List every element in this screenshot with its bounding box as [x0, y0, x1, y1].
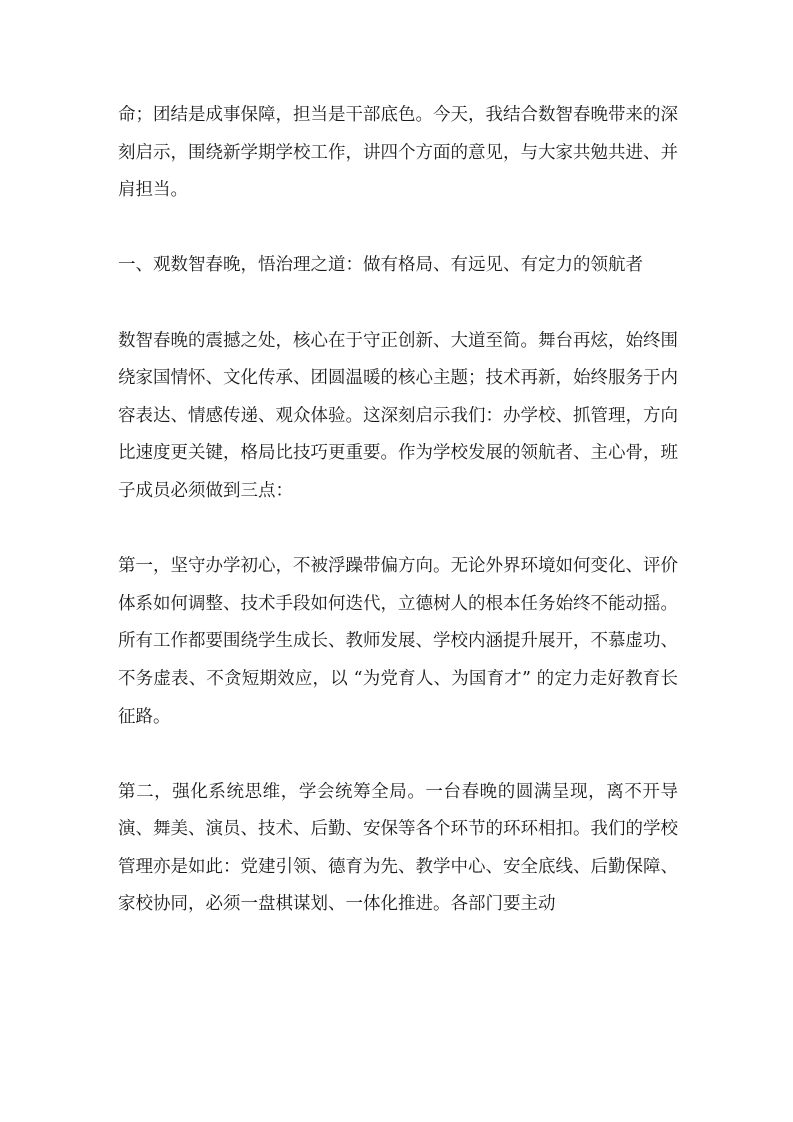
document-body — [118, 97, 678, 962]
section-body-paragraph: 数智春晚的震撼之处，核心在于守正创新、大道至简。舞台再炫，始终围绕家国情怀、文化传承、团圆温暖的核心主题；技术再新，始终服务于内容表达、情感传递、观众体验。这深刻启示我们：办学校、抓管理，方向比速度更关键，格局比技巧更重要。作为学校发展的领航者、主心骨，班子成员必须做到三点： — [118, 330, 678, 501]
section-heading: 一、观数智春晚，悟治理之道：做有格局、有远见、有定力的领航者 — [118, 255, 643, 276]
point-one-paragraph: 第一，坚守办学初心，不被浮躁带偏方向。无论外界环境如何变化、评价体系如何调整、技术手段如何迭代，立德树人的根本任务始终不能动摇。所有工作都要围绕学生成长、教师发展、学校内涵提升展开，不慕虚功、不务虚表、不贪短期效应，以 “为党育人、为国育才” 的定力走好教育长征路。 — [118, 556, 678, 727]
point-two-paragraph: 第二，强化系统思维，学会统筹全局。一台春晚的圆满呈现，离不开导演、舞美、演员、技术、后勤、安保等各个环节的环环相扣。我们的学校管理亦是如此：党建引领、德育为先、教学中心、安全底线、后勤保障、家校协同，必须一盘棋谋划、一体化推进。各部门要主动 — [118, 781, 678, 915]
intro-paragraph: 命；团结是成事保障，担当是干部底色。今天，我结合数智春晚带来的深刻启示，围绕新学期学校工作，讲四个方面的意见，与大家共勉共进、并肩担当。 — [118, 105, 678, 201]
